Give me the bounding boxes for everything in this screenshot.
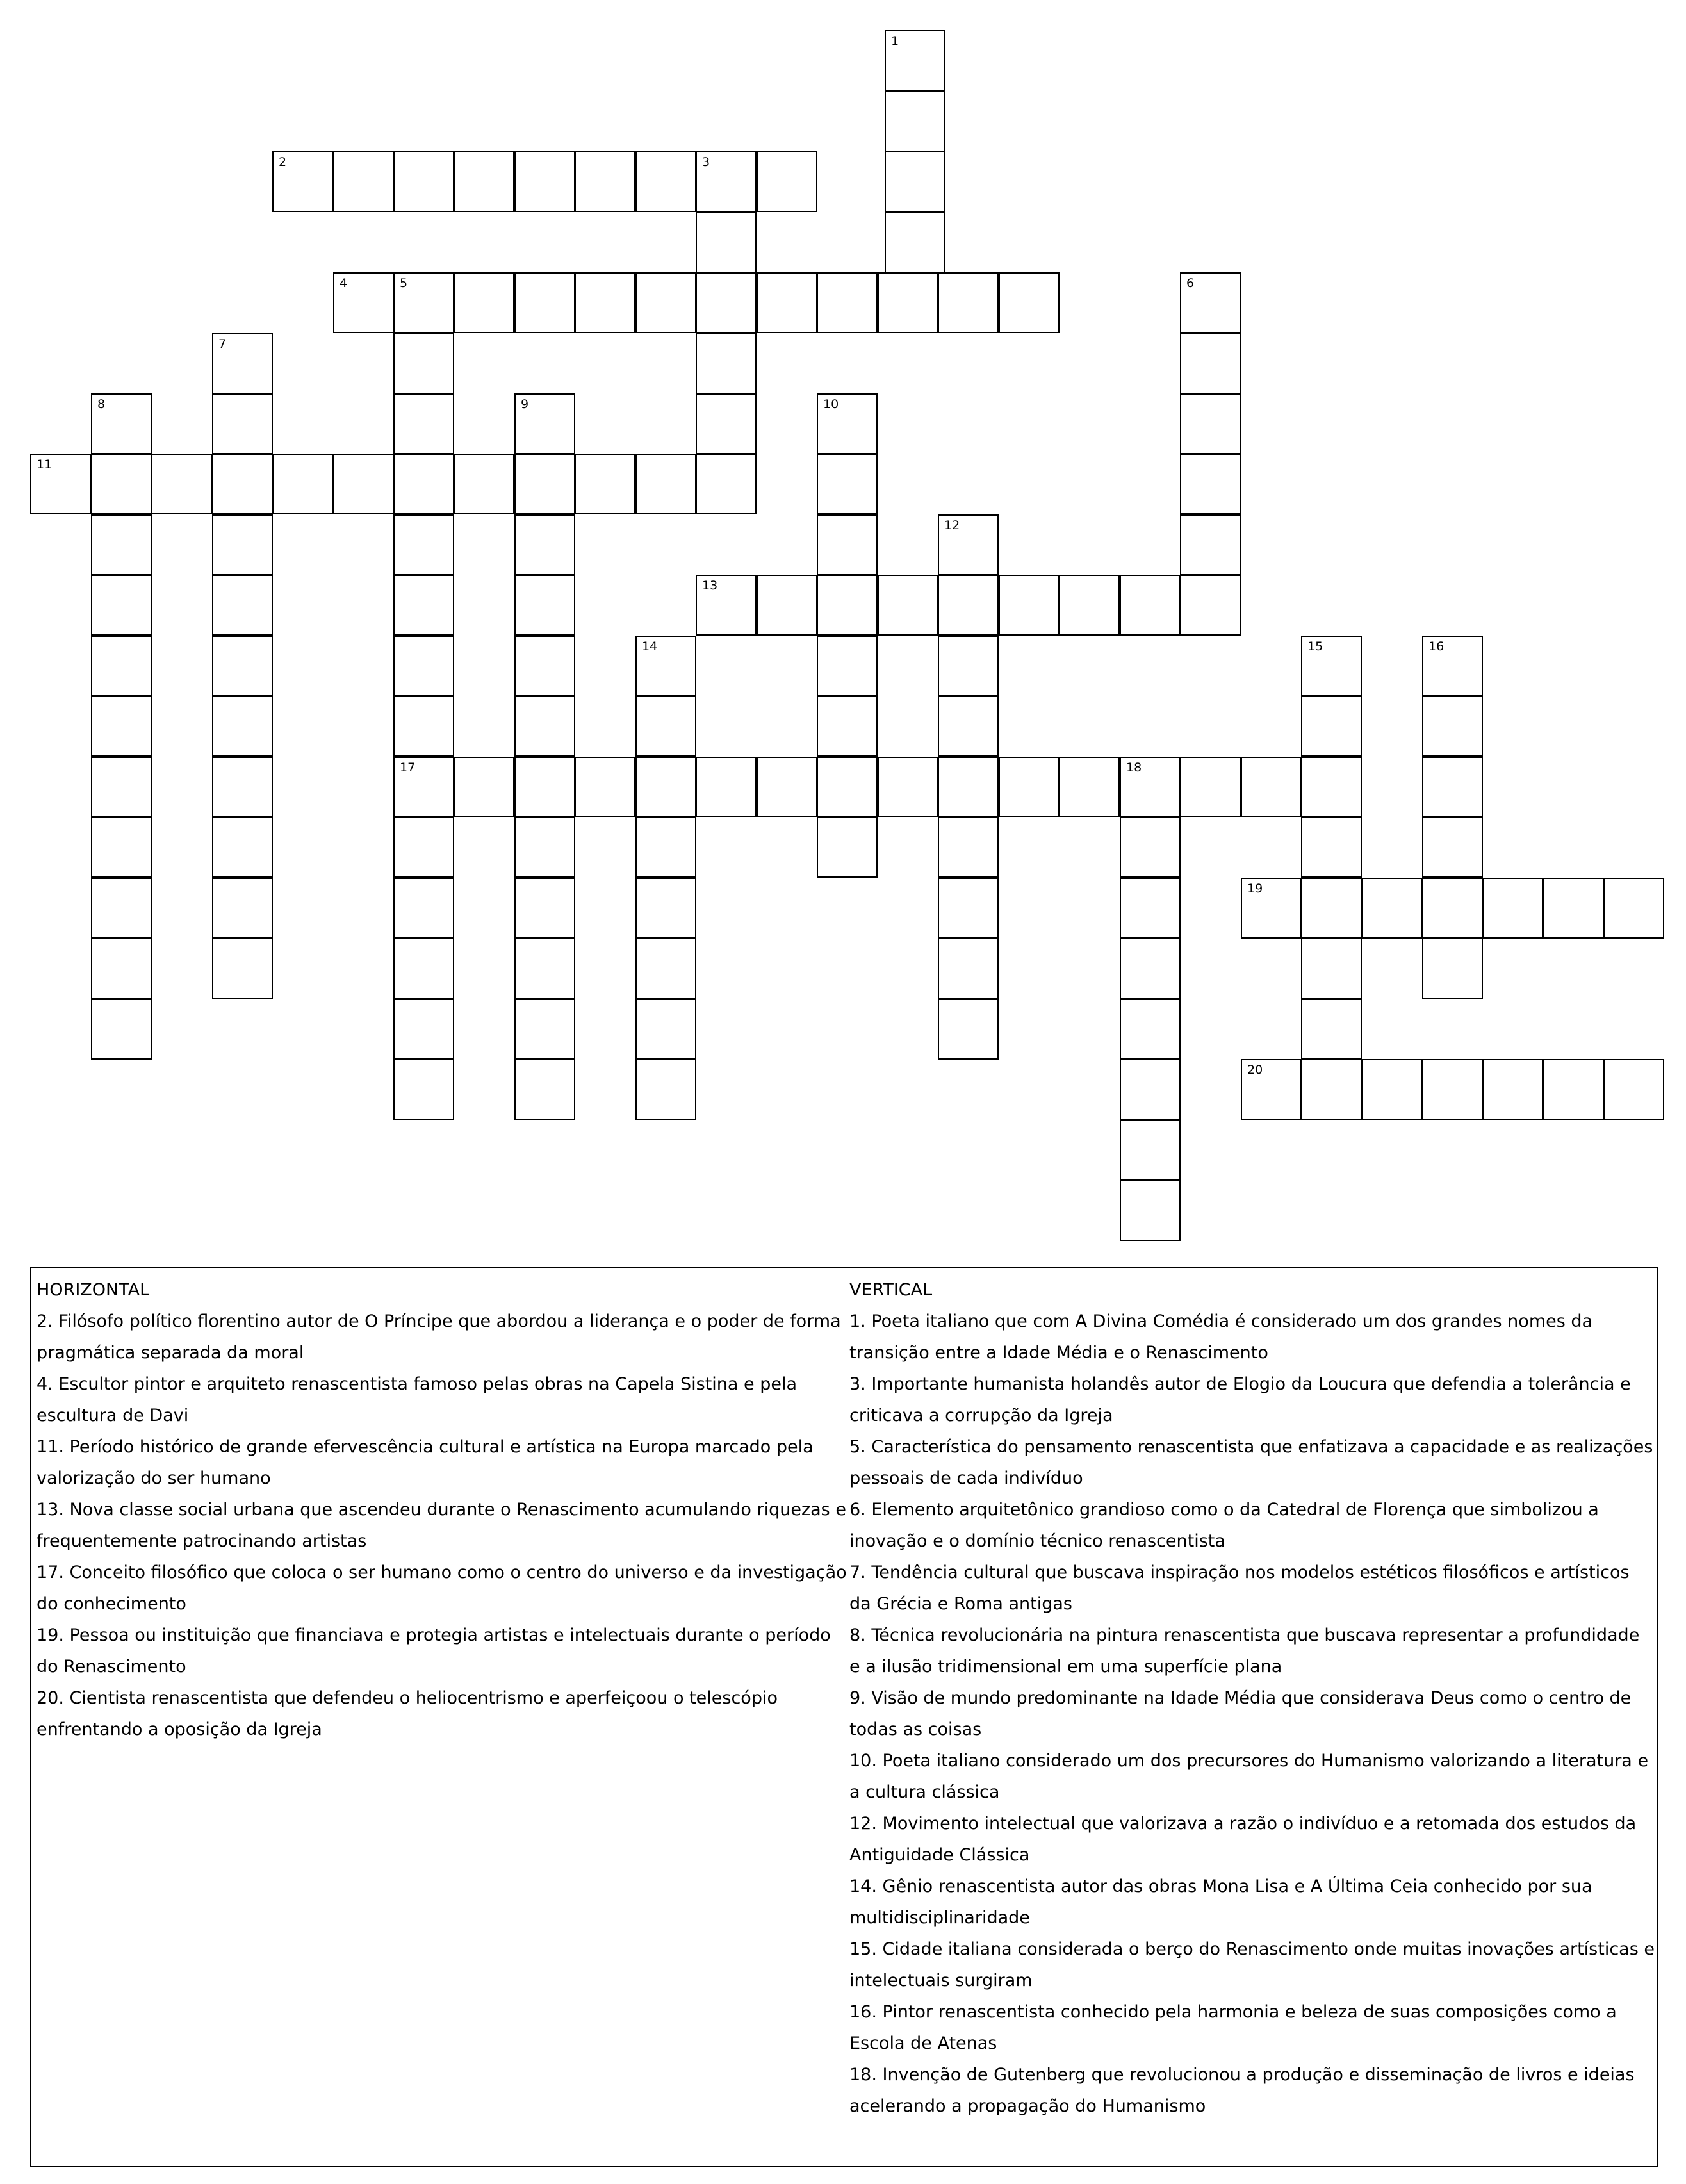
grid-cell[interactable]: [393, 999, 454, 1060]
cell-number: 4: [340, 276, 348, 290]
grid-cell[interactable]: [757, 272, 817, 333]
across-clue: 20. Cientista renascentista que defendeu o heliocentrismo e aperfeiçoou o telescópio enfrentando a oposição da Igreja: [37, 1688, 778, 1739]
grid-cell[interactable]: [1120, 575, 1181, 636]
grid-cell[interactable]: [1180, 393, 1241, 454]
grid-cell[interactable]: [91, 454, 152, 514]
across-clue: 2. Filósofo político florentino autor de O Príncipe que abordou a liderança e o poder de forma pragmática separada da moral: [37, 1311, 841, 1363]
grid-cell[interactable]: [1180, 514, 1241, 575]
grid-cell[interactable]: [514, 575, 575, 636]
grid-cell[interactable]: [393, 575, 454, 636]
across-title: HORIZONTAL: [37, 1280, 150, 1300]
grid-cell[interactable]: [999, 757, 1060, 817]
grid-cell[interactable]: [1241, 1059, 1302, 1120]
down-clue-list: [849, 1306, 1655, 2122]
grid-cell[interactable]: [1301, 1059, 1362, 1120]
grid-cell[interactable]: [454, 757, 514, 817]
cell-number: 2: [279, 155, 287, 169]
grid-cell[interactable]: [272, 454, 333, 514]
grid-cell[interactable]: [1603, 1059, 1664, 1120]
down-clue: 3. Importante humanista holandês autor de Elogio da Loucura que defendia a tolerância e criticava a corrupção da Igreja: [849, 1374, 1631, 1425]
grid-cell[interactable]: [454, 272, 514, 333]
grid-cell[interactable]: [878, 757, 938, 817]
grid-cell[interactable]: [575, 454, 635, 514]
grid-cell[interactable]: [1059, 757, 1120, 817]
cell-number: 18: [1126, 760, 1142, 775]
grid-cell[interactable]: [1120, 999, 1181, 1060]
grid-cell[interactable]: [1241, 878, 1302, 939]
cell-number: 13: [702, 579, 718, 593]
grid-cell[interactable]: [1301, 817, 1362, 878]
down-title: VERTICAL: [849, 1280, 933, 1300]
grid-cell[interactable]: [1603, 878, 1664, 939]
cell-number: 10: [823, 397, 839, 411]
grid-cell[interactable]: [514, 514, 575, 575]
grid-cell[interactable]: [514, 878, 575, 939]
grid-cell[interactable]: [514, 454, 575, 514]
grid-cell[interactable]: [1422, 757, 1483, 817]
grid-cell[interactable]: [817, 393, 878, 454]
grid-cell[interactable]: [817, 817, 878, 878]
grid-cell[interactable]: [999, 272, 1060, 333]
grid-cell[interactable]: [1361, 878, 1422, 939]
grid-cell[interactable]: [878, 575, 938, 636]
across-clue: 4. Escultor pintor e arquiteto renascentista famoso pelas obras na Capela Sistina e pela escultura de Davi: [37, 1374, 798, 1425]
grid-cell[interactable]: [938, 575, 999, 636]
grid-cell[interactable]: [757, 757, 817, 817]
grid-cell[interactable]: [212, 938, 273, 999]
grid-cell[interactable]: [696, 333, 757, 394]
grid-cell[interactable]: [635, 1059, 696, 1120]
grid-cell[interactable]: [1120, 1059, 1181, 1120]
cell-number: 1: [891, 34, 899, 48]
grid-cell[interactable]: [1543, 1059, 1604, 1120]
grid-cell[interactable]: [885, 212, 945, 273]
down-clue: 8. Técnica revolucionária na pintura renascentista que buscava representar a profundidade e a ilusão tridimensional em uma superfície plana: [849, 1625, 1640, 1677]
grid-cell[interactable]: [91, 938, 152, 999]
grid-cell[interactable]: [212, 696, 273, 757]
grid-cell[interactable]: [938, 514, 999, 575]
cell-number: 7: [218, 337, 227, 351]
grid-cell[interactable]: [393, 817, 454, 878]
grid-cell[interactable]: [817, 514, 878, 575]
across-clue: 13. Nova classe social urbana que ascendeu durante o Renascimento acumulando riquezas e frequentemente patrocinando artistas: [37, 1500, 846, 1551]
grid-cell[interactable]: [1241, 757, 1302, 817]
grid-cell[interactable]: [635, 696, 696, 757]
grid-cell[interactable]: [1180, 575, 1241, 636]
grid-cell[interactable]: [1482, 1059, 1543, 1120]
down-clue: 7. Tendência cultural que buscava inspiração nos modelos estéticos filosóficos e artísticos da Grécia e Roma antigas: [849, 1563, 1630, 1614]
grid-cell[interactable]: [1120, 938, 1181, 999]
grid-cell[interactable]: [1422, 817, 1483, 878]
grid-cell[interactable]: [212, 454, 273, 514]
grid-cell[interactable]: [938, 636, 999, 696]
grid-cell[interactable]: [393, 514, 454, 575]
grid-cell[interactable]: [575, 151, 635, 212]
grid-cell[interactable]: [1301, 636, 1362, 696]
grid-cell[interactable]: [1543, 878, 1604, 939]
grid-cell[interactable]: [696, 757, 757, 817]
grid-cell[interactable]: [635, 938, 696, 999]
grid-cell[interactable]: [635, 151, 696, 212]
grid-cell[interactable]: [817, 575, 878, 636]
grid-cell[interactable]: [1180, 454, 1241, 514]
grid-cell[interactable]: [817, 454, 878, 514]
grid-cell[interactable]: [1120, 757, 1181, 817]
grid-cell[interactable]: [1422, 938, 1483, 999]
grid-cell[interactable]: [885, 30, 945, 91]
grid-cell[interactable]: [1301, 696, 1362, 757]
grid-cell[interactable]: [635, 636, 696, 696]
down-clue: 9. Visão de mundo predominante na Idade Média que considerava Deus como o centro de todas as coisas: [849, 1688, 1632, 1739]
grid-cell[interactable]: [333, 454, 394, 514]
grid-cell[interactable]: [212, 333, 273, 394]
grid-cell[interactable]: [151, 454, 212, 514]
down-clue: 6. Elemento arquitetônico grandioso como o da Catedral de Florença que simbolizou a inovação e o domínio técnico renascentista: [849, 1500, 1599, 1551]
grid-cell[interactable]: [696, 212, 757, 273]
grid-cell[interactable]: [212, 878, 273, 939]
grid-cell[interactable]: [333, 272, 394, 333]
grid-cell[interactable]: [393, 1059, 454, 1120]
grid-cell[interactable]: [393, 333, 454, 394]
grid-cell[interactable]: [514, 151, 575, 212]
grid-cell[interactable]: [635, 878, 696, 939]
cell-number: 16: [1428, 639, 1445, 653]
down-clue: 1. Poeta italiano que com A Divina Comédia é considerado um dos grandes nomes da transição entre a Idade Média e o Renascimento: [849, 1311, 1593, 1363]
grid-cell[interactable]: [635, 272, 696, 333]
grid-cell[interactable]: [514, 393, 575, 454]
grid-cell[interactable]: [91, 696, 152, 757]
grid-cell[interactable]: [514, 272, 575, 333]
grid-cell[interactable]: [393, 757, 454, 817]
grid-cell[interactable]: [1422, 1059, 1483, 1120]
grid-cell[interactable]: [635, 454, 696, 514]
grid-cell[interactable]: [91, 878, 152, 939]
grid-cell[interactable]: [514, 817, 575, 878]
grid-cell[interactable]: [938, 272, 999, 333]
grid-cell[interactable]: [757, 151, 817, 212]
grid-cell[interactable]: [454, 454, 514, 514]
grid-cell[interactable]: [1180, 757, 1241, 817]
clues-box: [30, 1267, 1658, 2167]
grid-cell[interactable]: [575, 272, 635, 333]
grid-cell[interactable]: [1120, 1120, 1181, 1181]
grid-cell[interactable]: [1422, 878, 1483, 939]
grid-cell[interactable]: [938, 999, 999, 1060]
down-clue: 18. Invenção de Gutenberg que revolucionou a produção e disseminação de livros e ideias acelerando a propagação do Humanismo: [849, 2065, 1635, 2116]
grid-cell[interactable]: [696, 454, 757, 514]
grid-cell[interactable]: [885, 91, 945, 152]
grid-cell[interactable]: [635, 817, 696, 878]
grid-cell[interactable]: [635, 757, 696, 817]
down-clue: 5. Característica do pensamento renascentista que enfatizava a capacidade e as realizações pessoais de cada indivíduo: [849, 1437, 1653, 1488]
down-clue: 10. Poeta italiano considerado um dos precursores do Humanismo valorizando a literatura e a cultura clássica: [849, 1751, 1649, 1802]
grid-cell[interactable]: [1301, 999, 1362, 1060]
grid-cell[interactable]: [393, 636, 454, 696]
grid-cell[interactable]: [514, 636, 575, 696]
grid-cell[interactable]: [696, 272, 757, 333]
grid-cell[interactable]: [393, 938, 454, 999]
grid-cell[interactable]: [1120, 878, 1181, 939]
grid-cell[interactable]: [1361, 1059, 1422, 1120]
grid-cell[interactable]: [1120, 1180, 1181, 1241]
grid-cell[interactable]: [272, 151, 333, 212]
grid-cell[interactable]: [1301, 938, 1362, 999]
grid-cell[interactable]: [885, 151, 945, 212]
grid-cell[interactable]: [393, 151, 454, 212]
grid-cell[interactable]: [696, 151, 757, 212]
grid-cell[interactable]: [1180, 333, 1241, 394]
grid-cell[interactable]: [212, 393, 273, 454]
grid-cell[interactable]: [514, 938, 575, 999]
grid-cell[interactable]: [30, 454, 91, 514]
grid-cell[interactable]: [1422, 636, 1483, 696]
cell-number: 5: [400, 276, 408, 290]
grid-cell[interactable]: [999, 575, 1060, 636]
across-clue-list: [37, 1306, 850, 1745]
grid-cell[interactable]: [393, 393, 454, 454]
grid-cell[interactable]: [212, 636, 273, 696]
grid-cell[interactable]: [393, 272, 454, 333]
grid-cell[interactable]: [938, 938, 999, 999]
grid-cell[interactable]: [333, 151, 394, 212]
grid-cell[interactable]: [212, 514, 273, 575]
grid-cell[interactable]: [817, 757, 878, 817]
grid-cell[interactable]: [635, 999, 696, 1060]
grid-cell[interactable]: [393, 454, 454, 514]
grid-cell[interactable]: [938, 817, 999, 878]
grid-cell[interactable]: [1301, 757, 1362, 817]
cell-number: 17: [400, 760, 416, 775]
grid-cell[interactable]: [212, 575, 273, 636]
across-clues: [37, 1274, 850, 1745]
across-clue: 19. Pessoa ou instituição que financiava e protegia artistas e intelectuais durante o período do Renascimento: [37, 1625, 831, 1677]
cell-number: 3: [702, 155, 710, 169]
grid-cell[interactable]: [878, 272, 938, 333]
grid-cell[interactable]: [1120, 817, 1181, 878]
cell-number: 14: [642, 639, 658, 653]
cell-number: 20: [1247, 1063, 1263, 1077]
cell-number: 9: [521, 397, 529, 411]
grid-cell[interactable]: [514, 696, 575, 757]
cell-number: 12: [944, 518, 960, 532]
grid-cell[interactable]: [817, 696, 878, 757]
grid-cell[interactable]: [454, 151, 514, 212]
down-clue: 15. Cidade italiana considerada o berço do Renascimento onde muitas inovações artísticas e intelectuais surgiram: [849, 1939, 1655, 1991]
grid-cell[interactable]: [393, 696, 454, 757]
cell-number: 19: [1247, 882, 1263, 896]
grid-cell[interactable]: [1301, 878, 1362, 939]
grid-cell[interactable]: [91, 999, 152, 1060]
grid-cell[interactable]: [212, 757, 273, 817]
grid-cell[interactable]: [91, 575, 152, 636]
grid-cell[interactable]: [817, 636, 878, 696]
across-clue: 11. Período histórico de grande efervescência cultural e artística na Europa marcado pela valorização do ser humano: [37, 1437, 814, 1488]
grid-cell[interactable]: [514, 757, 575, 817]
grid-cell[interactable]: [757, 575, 817, 636]
grid-cell[interactable]: [393, 878, 454, 939]
grid-cell[interactable]: [91, 514, 152, 575]
grid-cell[interactable]: [1422, 696, 1483, 757]
grid-cell[interactable]: [696, 575, 757, 636]
across-clue: 17. Conceito filosófico que coloca o ser humano como o centro do universo e da investigação do conhecimento: [37, 1563, 847, 1614]
cell-number: 11: [37, 457, 53, 472]
grid-cell[interactable]: [575, 757, 635, 817]
grid-cell[interactable]: [1059, 575, 1120, 636]
grid-cell[interactable]: [938, 757, 999, 817]
cell-number: 6: [1186, 276, 1195, 290]
grid-cell[interactable]: [91, 817, 152, 878]
cell-number: 15: [1307, 639, 1323, 653]
grid-cell[interactable]: [938, 878, 999, 939]
grid-cell[interactable]: [938, 696, 999, 757]
grid-cell[interactable]: [514, 999, 575, 1060]
down-clue: 12. Movimento intelectual que valorizava a razão o indivíduo e a retomada dos estudos da Antiguidade Clássica: [849, 1814, 1637, 1865]
down-clues: [849, 1274, 1655, 2122]
grid-cell[interactable]: [212, 817, 273, 878]
cell-number: 8: [97, 397, 106, 411]
down-clue: 16. Pintor renascentista conhecido pela harmonia e beleza de suas composições como a Escola de Atenas: [849, 2002, 1617, 2053]
grid-cell[interactable]: [514, 1059, 575, 1120]
grid-cell[interactable]: [1482, 878, 1543, 939]
grid-cell[interactable]: [696, 393, 757, 454]
down-clue: 14. Gênio renascentista autor das obras Mona Lisa e A Última Ceia conhecido por sua multidisciplinaridade: [849, 1876, 1592, 1928]
grid-cell[interactable]: [1180, 272, 1241, 333]
grid-cell[interactable]: [91, 757, 152, 817]
grid-cell[interactable]: [91, 393, 152, 454]
grid-cell[interactable]: [91, 636, 152, 696]
grid-cell[interactable]: [817, 272, 878, 333]
